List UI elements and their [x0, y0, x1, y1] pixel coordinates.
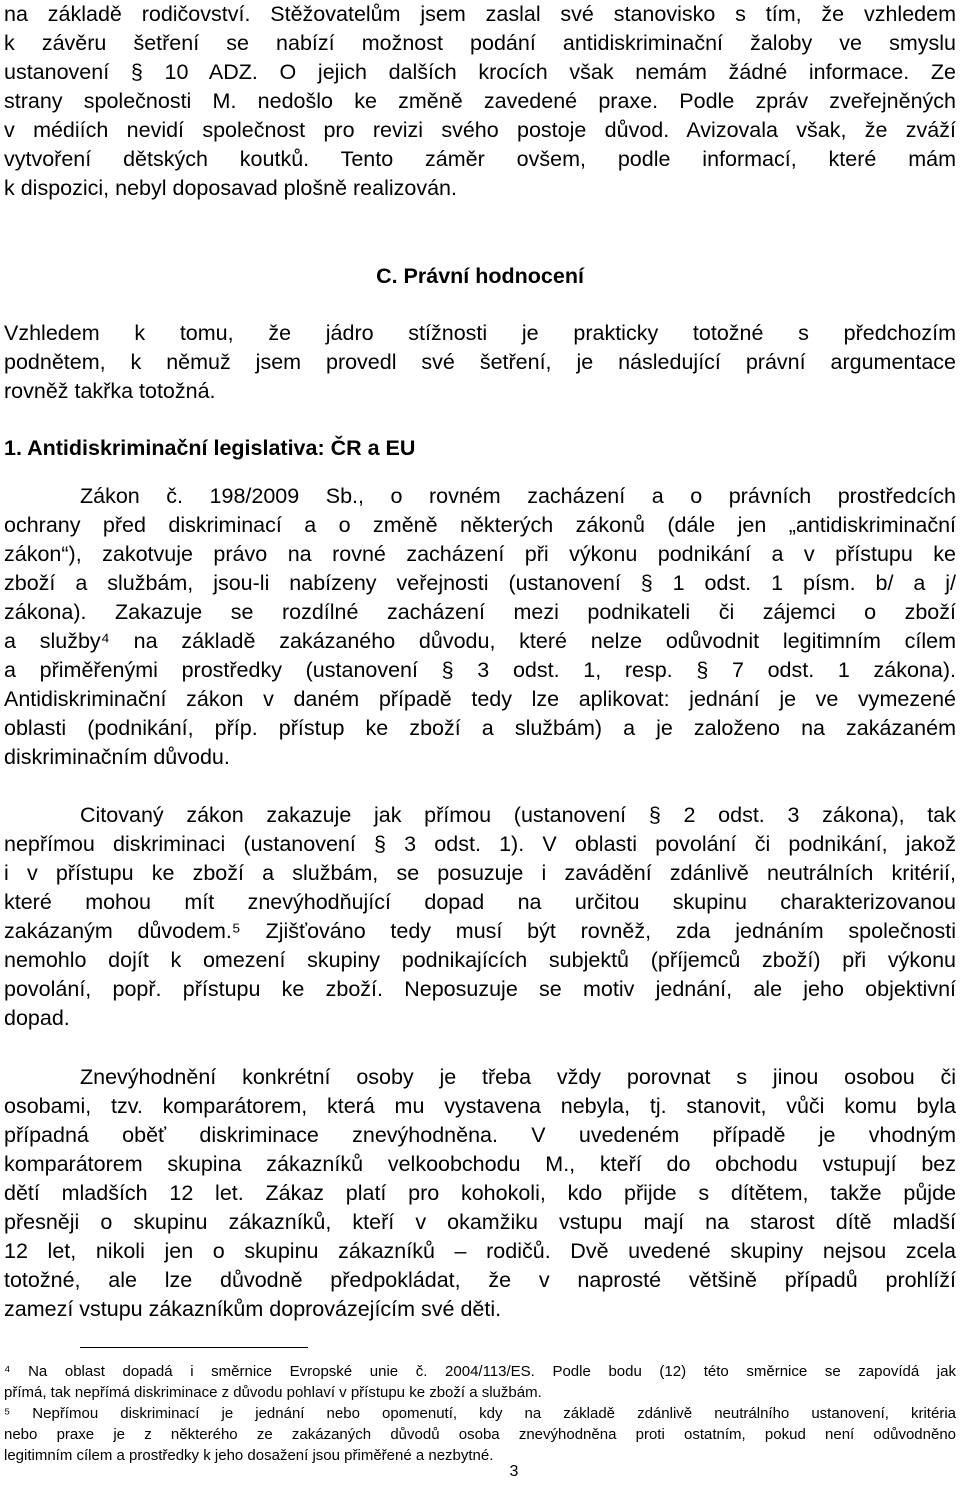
text-line: k závěru šetření se nabízí možnost podání antidiskriminační žaloby ve smyslu [4, 31, 956, 55]
text-line: a přiměřenými prostředky (ustanovení § 3 odst. 1, resp. § 7 odst. 1 zákona). [4, 658, 956, 682]
text-line: podnětem, k němuž jsem provedl své šetření, je následující právní argumentace [4, 350, 956, 374]
text-line: zákona). Zakazuje se rozdílné zacházení mezi podnikateli či zájemci o zboží [4, 600, 956, 624]
footnotes [4, 1361, 956, 1466]
paragraph-disadvantage [4, 1063, 956, 1324]
paragraph-law [4, 482, 956, 772]
text-line: Vzhledem k tomu, že jádro stížnosti je prakticky totožné s předchozím [4, 321, 956, 345]
subheading: 1. Antidiskriminační legislativa: ČR a EU [4, 436, 416, 460]
text-line: vytvoření dětských koutků. Tento záměr ovšem, podle informací, které mám [4, 147, 956, 171]
text-line: na základě rodičovství. Stěžovatelům jsem zaslal své stanovisko s tím, že vzhledem [4, 2, 956, 26]
footnote-line: přímá, tak nepřímá diskriminace z důvodu pohlaví v přístupu ke zboží a službám. [4, 1384, 542, 1401]
text-line: které mohou mít znevýhodňující dopad na určitou skupinu charakterizovanou [4, 890, 956, 914]
page-number: 3 [509, 1463, 519, 1480]
text-line: ochrany před diskriminací a o změně některých zákonů (dále jen „antidiskriminační [4, 513, 956, 537]
text-line: zákon“), zakotvuje právo na rovné zacházení při výkonu podnikání a v přístupu ke [4, 542, 956, 566]
text-line: zakázaným důvodem.⁵ Zjišťováno tedy musí být rovněž, zda jednáním společnosti [4, 919, 956, 943]
footnote-line: legitimním cílem a prostředky k jeho dosažení jsou přiměřené a nezbytné. [4, 1447, 494, 1464]
text-line: komparátorem skupina zákazníků velkoobchodu M., kteří do obchodu vstupují bez [4, 1152, 956, 1176]
text-line: ustanovení § 10 ADZ. O jejich dalších krocích však nemám žádné informace. Ze [4, 60, 956, 84]
text-line: a služby⁴ na základě zakázaného důvodu, které nelze odůvodnit legitimním cílem [4, 629, 956, 653]
text-line: nemohlo dojít k omezení skupiny podnikajících subjektů (příjemců zboží) při výkonu [4, 948, 956, 972]
text-line: zboží a službám, jsou-li nabízeny veřejnosti (ustanovení § 1 odst. 1 písm. b/ a j/ [4, 571, 956, 595]
text-line: oblasti (podnikání, příp. přístup ke zboží a službám) a je založeno na zakázaném [4, 716, 956, 740]
text-line: rovněž takřka totožná. [4, 379, 216, 403]
text-line: Zákon č. 198/2009 Sb., o rovném zacházení a o právních prostředcích [80, 484, 956, 508]
paragraph-cited [4, 801, 956, 1033]
footnote-line: ⁵ Nepřímou diskriminací je jednání nebo opomenutí, kdy na základě zdánlivě neutrálního ustanovení, kritéria [4, 1405, 956, 1422]
text-line: i v přístupu ke zboží a službám, se posuzuje i zavádění zdánlivě neutrálních kritérií, [4, 861, 956, 885]
paragraph-intro [4, 0, 956, 203]
text-line: dopad. [4, 1006, 70, 1030]
text-line: nepřímou diskriminaci (ustanovení § 3 odst. 1). V oblasti povolání či podnikání, jakož [4, 832, 956, 856]
paragraph-c [4, 319, 956, 406]
text-line: Citovaný zákon zakazuje jak přímou (ustanovení § 2 odst. 3 zákona), tak [80, 803, 956, 827]
text-line: diskriminačním důvodu. [4, 745, 230, 769]
text-line: dětí mladších 12 let. Zákaz platí pro kohokoli, kdo přijde s dítětem, takže půjde [4, 1181, 956, 1205]
section-heading: C. Právní hodnocení [376, 264, 584, 288]
text-line: Znevýhodnění konkrétní osoby je třeba vždy porovnat s jinou osobou či [80, 1065, 956, 1089]
text-line: totožné, ale lze důvodně předpokládat, že v naprosté většině případů prohlíží [4, 1268, 956, 1292]
text-line: zamezí vstupu zákazníkům doprovázejícím své děti. [4, 1297, 502, 1321]
text-line: Antidiskriminační zákon v daném případě tedy lze aplikovat: jednání je ve vymezené [4, 687, 956, 711]
text-line: povolání, popř. přístupu ke zboží. Neposuzuje se motiv jednání, ale jeho objektivní [4, 977, 956, 1001]
text-line: přesněji o skupinu zákazníků, kteří v okamžiku vstupu mají na starost dítě mladší [4, 1210, 956, 1234]
text-line: strany společnosti M. nedošlo ke změně zavedené praxe. Podle zpráv zveřejněných [4, 89, 956, 113]
footnote-line: nebo praxe je z některého ze zakázaných důvodů osoba znevýhodněna proti ostatním, pokud není odůvodněno [4, 1426, 956, 1443]
footnote-separator [80, 1347, 308, 1348]
text-line: v médiích nevidí společnost pro revizi svého postoje důvod. Avizovala však, že zváží [4, 118, 956, 142]
text-line: 12 let, nikoli jen o skupinu zákazníků – rodičů. Dvě uvedené skupiny nejsou zcela [4, 1239, 956, 1263]
text-line: k dispozici, nebyl doposavad plošně realizován. [4, 176, 457, 200]
footnote-line: ⁴ Na oblast dopadá i směrnice Evropské unie č. 2004/113/ES. Podle bodu (12) této směrnice se zapovídá jak [4, 1363, 956, 1380]
text-line: případná oběť diskriminace znevýhodněna. V uvedeném případě je vhodným [4, 1123, 956, 1147]
text-line: osobami, tzv. komparátorem, která mu vystavena nebyla, tj. stanovit, vůči komu byla [4, 1094, 956, 1118]
